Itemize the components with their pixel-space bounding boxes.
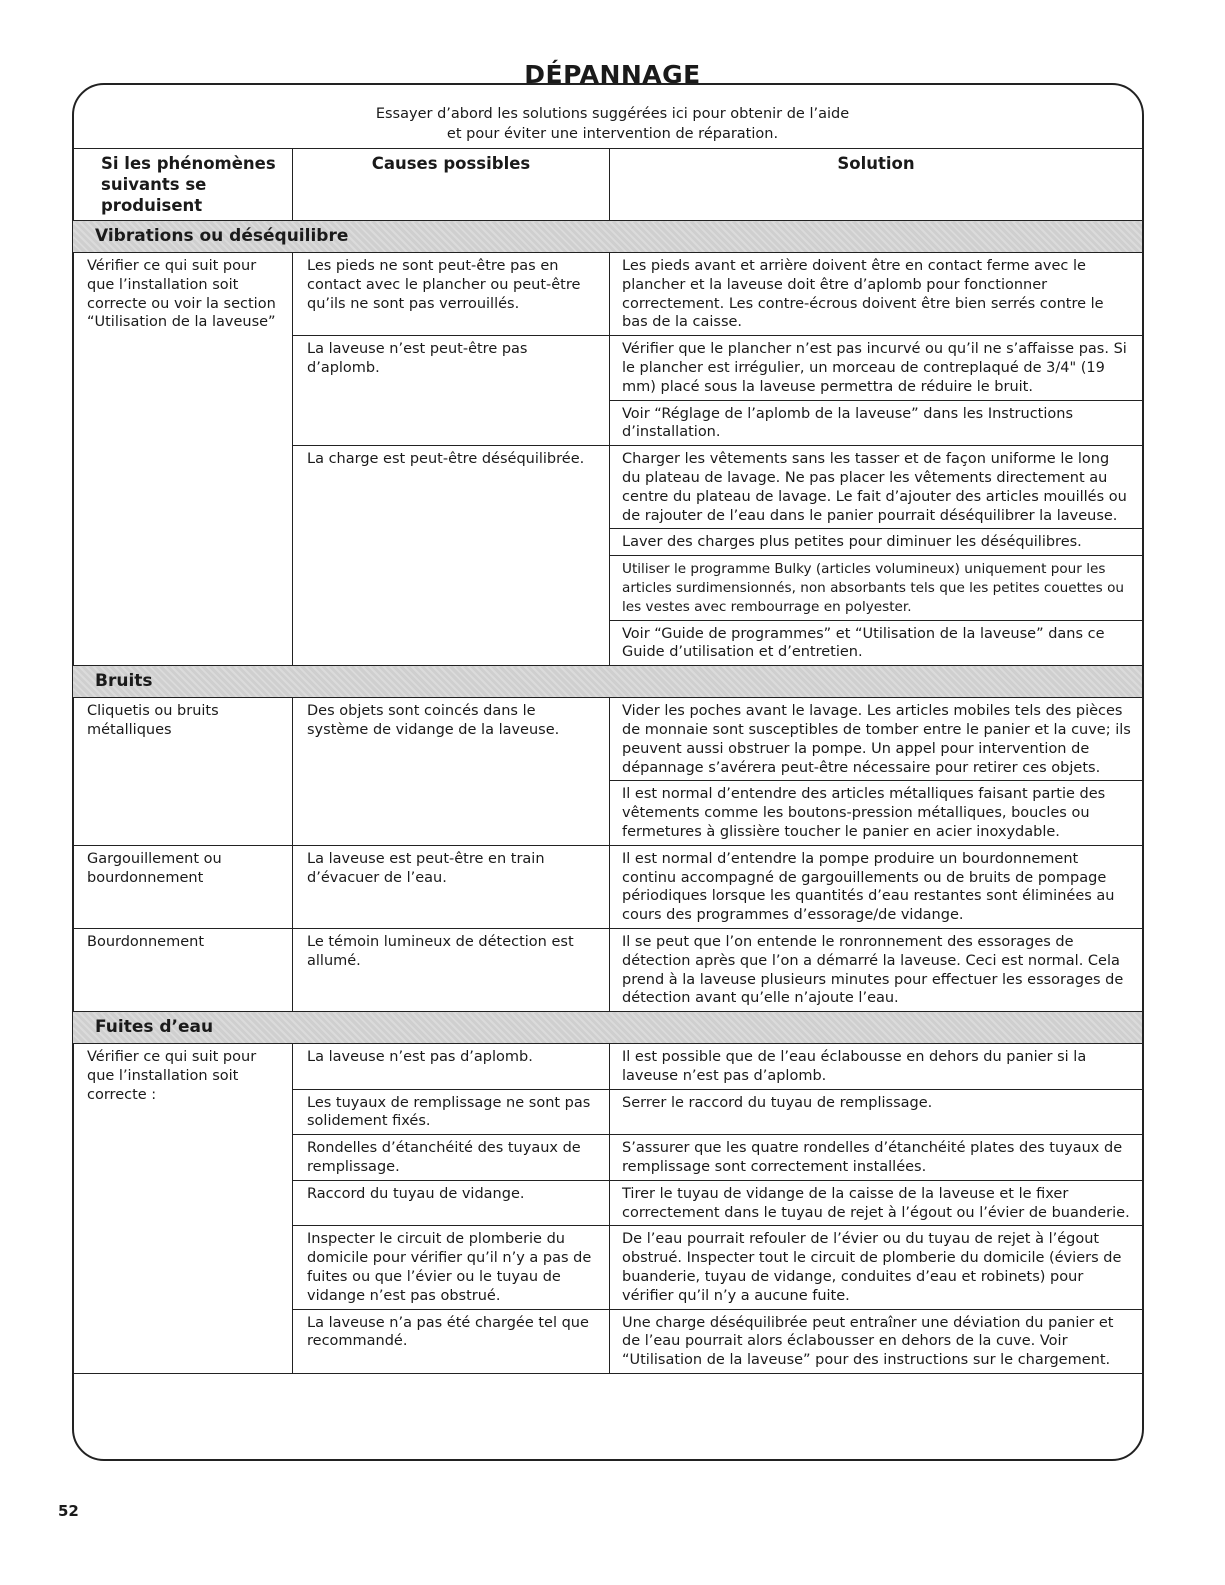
- cause-cell: La charge est peut-être déséquilibrée.: [293, 446, 610, 666]
- section-title: Bruits: [73, 666, 1143, 698]
- solution-cell: Une charge déséquilibrée peut entraîner une déviation du panier et de l’eau pourrait alors éclabousser en dehors de la cuve. Voir “Utilisation de la laveuse” pour des instructions sur le chargement.: [610, 1309, 1143, 1373]
- cause-cell: Rondelles d’étanchéité des tuyaux de remplissage.: [293, 1135, 610, 1181]
- section-bruits: [73, 666, 1143, 698]
- troubleshooting-table: [72, 148, 1143, 1374]
- solution-cell: S’assurer que les quatre rondelles d’étanchéité plates des tuyaux de remplissage sont correctement installées.: [610, 1135, 1143, 1181]
- solution-cell: Vérifier que le plancher n’est pas incurvé ou qu’il ne s’affaisse pas. Si le plancher est irrégulier, un morceau de contreplaqué de 3/4" (19 mm) placé sous la laveuse permettra de réduire le bruit.: [610, 336, 1143, 400]
- cause-cell: Les pieds ne sont peut-être pas en contact avec le plancher ou peut-être qu’ils ne sont pas verrouillés.: [293, 253, 610, 336]
- cause-cell: La laveuse n’a pas été chargée tel que recommandé.: [293, 1309, 610, 1373]
- table-row: [73, 928, 1143, 1011]
- solution-cell: Laver des charges plus petites pour diminuer les déséquilibres.: [610, 529, 1143, 556]
- symptom-cell: Gargouillement ou bourdonnement: [73, 845, 293, 928]
- header-solution: Solution: [610, 149, 1143, 221]
- page-number: 52: [58, 1502, 79, 1520]
- section-vibrations: [73, 221, 1143, 253]
- section-title: Fuites d’eau: [73, 1012, 1143, 1044]
- cause-cell: La laveuse n’est peut-être pas d’aplomb.: [293, 336, 610, 446]
- section-fuites: [73, 1012, 1143, 1044]
- symptom-cell: Bourdonnement: [73, 928, 293, 1011]
- solution-cell: Il se peut que l’on entende le ronronnement des essorages de détection après que l’on a démarré la laveuse. Ceci est normal. Cela prend à la laveuse plusieurs minutes pour effectuer les essorages de détection avant qu’elle n’ajoute l’eau.: [610, 928, 1143, 1011]
- solution-cell: Voir “Réglage de l’aplomb de la laveuse” dans les Instructions d’installation.: [610, 400, 1143, 446]
- solution-cell: Serrer le raccord du tuyau de remplissage.: [610, 1089, 1143, 1135]
- section-title: Vibrations ou déséquilibre: [73, 221, 1143, 253]
- solution-cell: Voir “Guide de programmes” et “Utilisation de la laveuse” dans ce Guide d’utilisation et d’entretien.: [610, 620, 1143, 666]
- symptom-cell: Vérifier ce qui suit pour que l’installation soit correcte ou voir la section “Utilisation de la laveuse”: [73, 253, 293, 666]
- solution-cell: Il est normal d’entendre des articles métalliques faisant partie des vêtements comme les boutons-pression métalliques, boucles ou fermetures à glissière toucher le panier en acier inoxydable.: [610, 781, 1143, 845]
- cause-cell: Des objets sont coincés dans le système de vidange de la laveuse.: [293, 698, 610, 846]
- cause-cell: Inspecter le circuit de plomberie du domicile pour vérifier qu’il n’y a pas de fuites ou que l’évier ou le tuyau de vidange n’est pas obstrué.: [293, 1226, 610, 1309]
- intro-line-1: Essayer d’abord les solutions suggérées ici pour obtenir de l’aide: [375, 106, 850, 122]
- page-title: DÉPANNAGE: [524, 60, 701, 89]
- intro-text: [0, 104, 1225, 144]
- header-causes: Causes possibles: [293, 149, 610, 221]
- table-row: [73, 1044, 1143, 1090]
- solution-cell: Il est possible que de l’eau éclabousse en dehors du panier si la laveuse n’est pas d’aplomb.: [610, 1044, 1143, 1090]
- header-row: [73, 149, 1143, 221]
- solution-cell: Utiliser le programme Bulky (articles volumineux) uniquement pour les articles surdimensionnés, non absorbants tels que les petites couettes ou les vestes avec rembourrage en polyester.: [610, 556, 1143, 620]
- solution-cell: Vider les poches avant le lavage. Les articles mobiles tels des pièces de monnaie sont susceptibles de tomber entre le panier et la cuve; ils peuvent aussi obstruer la pompe. Un appel pour intervention de dépannage s’avérera peut-être nécessaire pour retirer ces objets.: [610, 698, 1143, 781]
- symptom-cell: Cliquetis ou bruits métalliques: [73, 698, 293, 846]
- table-row: [73, 698, 1143, 781]
- table-row: [73, 845, 1143, 928]
- solution-cell: Tirer le tuyau de vidange de la caisse de la laveuse et le fixer correctement dans le tuyau de rejet à l’égout ou l’évier de buanderie.: [610, 1180, 1143, 1226]
- cause-cell: La laveuse n’est pas d’aplomb.: [293, 1044, 610, 1090]
- solution-cell: De l’eau pourrait refouler de l’évier ou du tuyau de rejet à l’égout obstrué. Inspecter tout le circuit de plomberie du domicile (éviers de buanderie, tuyau de vidange, conduites d’eau et robinets) pour vérifier qu’il n’y a aucune fuite.: [610, 1226, 1143, 1309]
- solution-cell: Les pieds avant et arrière doivent être en contact ferme avec le plancher et la laveuse doit être d’aplomb pour fonctionner correctement. Les contre-écrous doivent être bien serrés contre le bas de la caisse.: [610, 253, 1143, 336]
- intro-line-2: et pour éviter une intervention de réparation.: [446, 126, 779, 142]
- header-symptoms: Si les phénomènes suivants se produisent: [73, 149, 293, 221]
- symptom-cell: Vérifier ce qui suit pour que l’installation soit correcte :: [73, 1044, 293, 1374]
- solution-cell: Charger les vêtements sans les tasser et de façon uniforme le long du plateau de lavage. Ne pas placer les vêtements directement au centre du plateau de lavage. Le fait d’ajouter des articles mouillés ou de rajouter de l’eau dans le panier pourrait déséquilibrer la laveuse.: [610, 446, 1143, 529]
- table-row: [73, 253, 1143, 336]
- cause-cell: La laveuse est peut-être en train d’évacuer de l’eau.: [293, 845, 610, 928]
- cause-cell: Le témoin lumineux de détection est allumé.: [293, 928, 610, 1011]
- solution-cell: Il est normal d’entendre la pompe produire un bourdonnement continu accompagné de gargouillements ou de bruits de pompage périodiques lorsque les quantités d’eau restantes sont éliminées au cours des programmes d’essorage/de vidange.: [610, 845, 1143, 928]
- cause-cell: Raccord du tuyau de vidange.: [293, 1180, 610, 1226]
- cause-cell: Les tuyaux de remplissage ne sont pas solidement fixés.: [293, 1089, 610, 1135]
